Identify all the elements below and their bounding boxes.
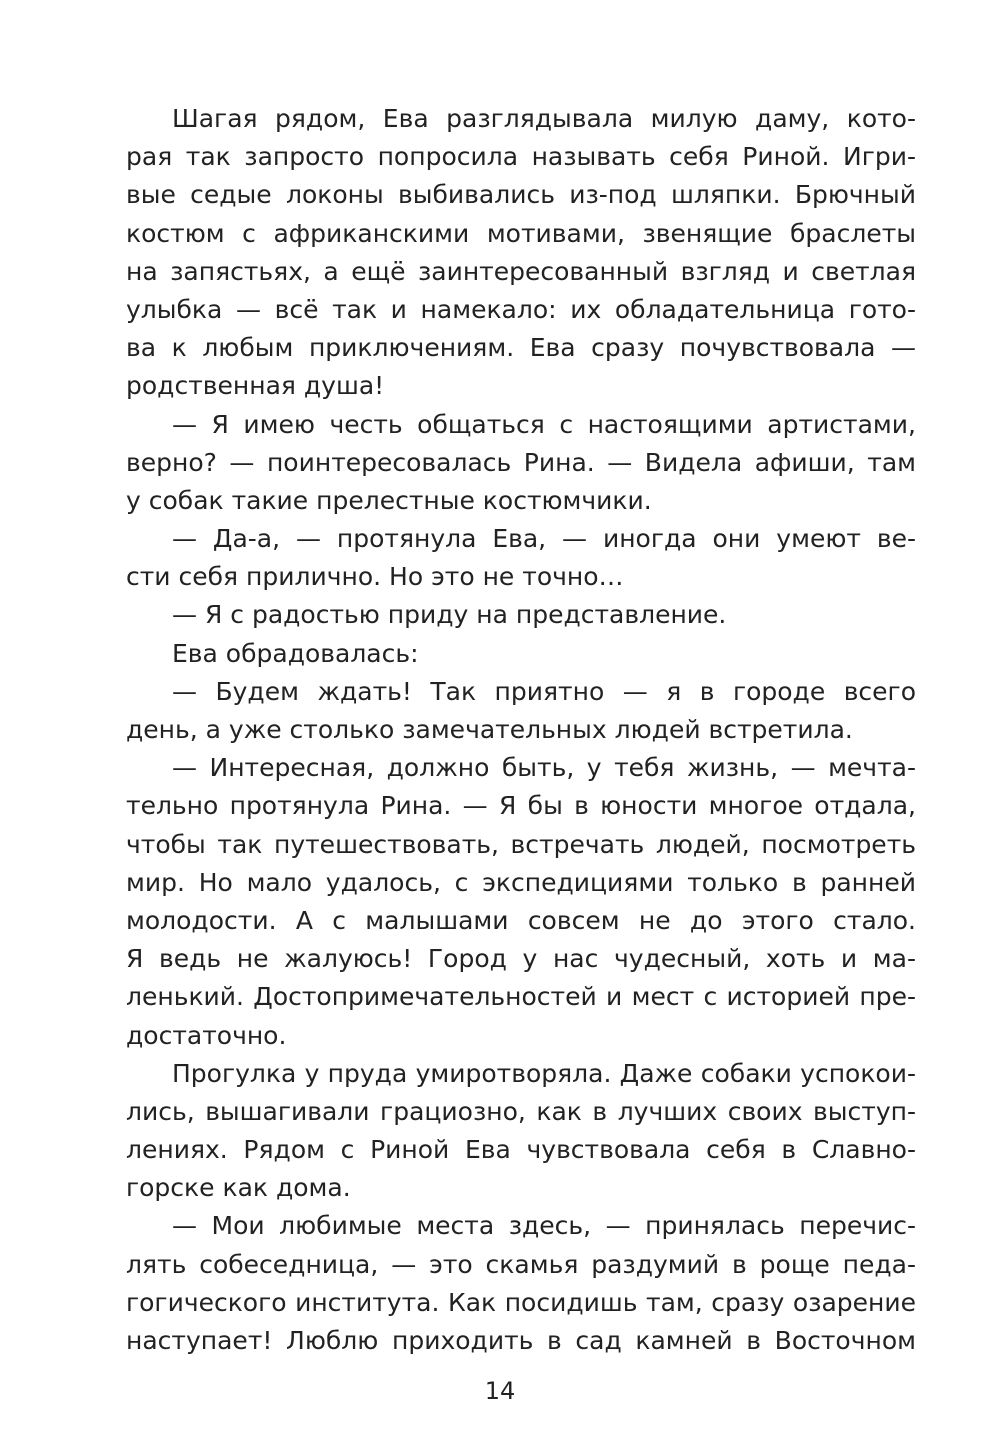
text-line: верно? — поинтересовалась Рина. — Видела афиши, там bbox=[126, 447, 916, 477]
text-line: Прогулка у пруда умиротворяла. Даже собаки успокои- bbox=[172, 1058, 916, 1088]
text-line: родственная душа! bbox=[126, 371, 385, 401]
text-line: — Я имею честь общаться с настоящими артистами, bbox=[172, 409, 916, 439]
text-line: наступает! Люблю приходить в сад камней в Восточном bbox=[126, 1326, 916, 1355]
page-text bbox=[126, 100, 916, 1360]
text-line: вые седые локоны выбивались из-под шляпки. Брючный bbox=[126, 180, 916, 210]
text-line: Я ведь не жалуюсь! Город у нас чудесный, хоть и ма- bbox=[126, 944, 916, 974]
text-line: чтобы так путешествовать, встречать людей, посмотреть bbox=[126, 829, 916, 859]
text-line: сти себя прилично. Но это не точно… bbox=[126, 562, 624, 592]
text-line: рая так запросто попросила называть себя Риной. Игри- bbox=[126, 142, 916, 172]
text-line: мир. Но мало удалось, с экспедициями только в ранней bbox=[126, 867, 916, 897]
text-line: достаточно. bbox=[126, 1020, 287, 1050]
text-line: тельно протянула Рина. — Я бы в юности многое отдала, bbox=[126, 791, 916, 821]
text-line: ва к любым приключениям. Ева сразу почувствовала — bbox=[126, 333, 916, 363]
text-line: гогического института. Как посидишь там, сразу озарение bbox=[126, 1287, 916, 1317]
text-line: — Будем ждать! Так приятно — я в городе всего bbox=[172, 676, 916, 706]
text-line: — Да-а, — протянула Ева, — иногда они умеют ве- bbox=[172, 524, 916, 554]
text-line: день, а уже столько замечательных людей встретила. bbox=[126, 715, 853, 744]
text-line: — Я с радостью приду на представление. bbox=[172, 600, 727, 630]
text-line: молодости. А с малышами совсем не до этого стало. bbox=[126, 905, 916, 935]
text-line: лениях. Рядом с Риной Ева чувствовала себя в Славно- bbox=[126, 1135, 916, 1165]
text-line: Ева обрадовалась: bbox=[172, 638, 419, 668]
text-line: Шагая рядом, Ева разглядывала милую даму, кото- bbox=[172, 104, 916, 133]
text-line: лись, вышагивали грациозно, как в лучших своих выступ- bbox=[126, 1096, 916, 1126]
text-line: лять собеседница, — это скамья раздумий в роще педа- bbox=[126, 1249, 916, 1279]
text-line: у собак такие прелестные костюмчики. bbox=[126, 485, 652, 515]
text-line: — Мои любимые места здесь, — принялась перечис- bbox=[172, 1211, 916, 1241]
text-line: на запястьях, а ещё заинтересованный взгляд и светлая bbox=[126, 256, 916, 286]
text-line: ленький. Достопримечательностей и мест с историей пре- bbox=[126, 982, 916, 1012]
page-number: 14 bbox=[484, 1377, 516, 1405]
text-line: улыбка — всё так и намекало: их обладательница гото- bbox=[126, 294, 916, 324]
text-line: костюм с африканскими мотивами, звенящие браслеты bbox=[126, 218, 916, 248]
text-line: — Интересная, должно быть, у тебя жизнь, — мечта- bbox=[172, 753, 916, 783]
text-line: горске как дома. bbox=[126, 1173, 351, 1203]
